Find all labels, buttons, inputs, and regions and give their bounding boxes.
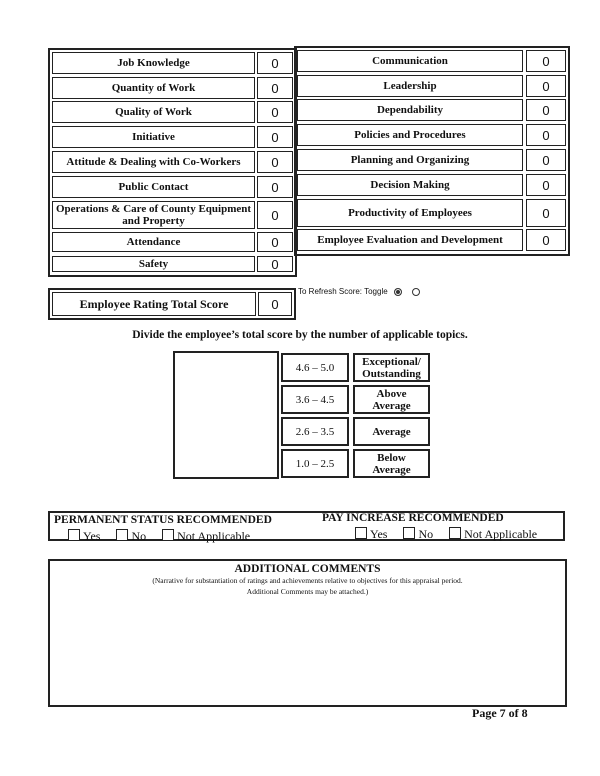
permanent-status-title: PERMANENT STATUS RECOMMENDED: [54, 514, 272, 526]
right-item-score[interactable]: 0: [526, 149, 566, 171]
left-item-label: Attendance: [52, 232, 255, 252]
right-item-label: Policies and Procedures: [297, 124, 523, 146]
permanent-na-checkbox[interactable]: [162, 529, 174, 541]
right-item-label: Dependability: [297, 99, 523, 121]
right-item-score[interactable]: 0: [526, 99, 566, 121]
right-item-label: Communication: [297, 50, 523, 72]
refresh-radio-on[interactable]: [394, 288, 402, 296]
comments-title: ADDITIONAL COMMENTS: [234, 563, 381, 575]
right-item-label: Leadership: [297, 75, 523, 97]
left-item-score[interactable]: 0: [257, 126, 293, 148]
comments-instruction-1: (Narrative for substantiation of ratings and achievements relative to objectives for this appraisal period.: [152, 576, 463, 585]
right-item-score[interactable]: 0: [526, 75, 566, 97]
left-item-label: Initiative: [52, 126, 255, 148]
total-score-value: 0: [258, 292, 292, 316]
pay-na[interactable]: Not Applicable: [449, 527, 537, 542]
right-item-score[interactable]: 0: [526, 229, 566, 251]
left-item-label: Attitude & Dealing with Co-Workers: [52, 151, 255, 173]
right-item-label: Decision Making: [297, 174, 523, 196]
left-item-label: Public Contact: [52, 176, 255, 198]
pay-yes[interactable]: Yes: [355, 527, 387, 542]
scale-rating: Exceptional/ Outstanding: [353, 353, 430, 382]
scale-rating: Above Average: [353, 385, 430, 414]
right-item-score[interactable]: 0: [526, 124, 566, 146]
permanent-no-checkbox[interactable]: [116, 529, 128, 541]
refresh-score-toggle: [298, 287, 424, 297]
right-item-label: Planning and Organizing: [297, 149, 523, 171]
left-item-score[interactable]: 0: [257, 232, 293, 252]
left-item-label: Safety: [52, 256, 255, 272]
pay-na-checkbox[interactable]: [449, 527, 461, 539]
permanent-no[interactable]: No: [116, 529, 146, 544]
scale-range: 2.6 – 3.5: [281, 417, 349, 446]
permanent-yes-checkbox[interactable]: [68, 529, 80, 541]
permanent-yes[interactable]: Yes: [68, 529, 100, 544]
scale-rating: Below Average: [353, 449, 430, 478]
pay-no-checkbox[interactable]: [403, 527, 415, 539]
comments-instruction-2: Additional Comments may be attached.): [246, 587, 369, 596]
right-item-score[interactable]: 0: [526, 199, 566, 227]
scale-range: 4.6 – 5.0: [281, 353, 349, 382]
scale-range: 3.6 – 4.5: [281, 385, 349, 414]
refresh-score-text: To Refresh Score: Toggle: [298, 287, 388, 296]
left-item-label: Operations & Care of County Equipment and Property: [52, 201, 255, 229]
left-item-score[interactable]: 0: [257, 256, 293, 272]
scale-rating: Average: [353, 417, 430, 446]
right-item-score[interactable]: 0: [526, 174, 566, 196]
page-number: Page 7 of 8: [472, 706, 528, 720]
pay-no[interactable]: No: [403, 527, 433, 542]
average-score-box[interactable]: [173, 351, 279, 479]
left-item-label: Quantity of Work: [52, 77, 255, 99]
total-score-label: Employee Rating Total Score: [52, 292, 256, 316]
permanent-na[interactable]: Not Applicable: [162, 529, 250, 544]
left-item-score[interactable]: 0: [257, 201, 293, 229]
instruction-text: Divide the employee’s total score by the number of applicable topics.: [132, 329, 468, 341]
left-item-score[interactable]: 0: [257, 52, 293, 74]
refresh-radio-off[interactable]: [412, 288, 420, 296]
right-item-score[interactable]: 0: [526, 50, 566, 72]
pay-increase-title: PAY INCREASE RECOMMENDED: [322, 512, 504, 524]
left-item-label: Quality of Work: [52, 101, 255, 123]
permanent-status-options: [68, 527, 262, 545]
left-item-label: Job Knowledge: [52, 52, 255, 74]
left-item-score[interactable]: 0: [257, 101, 293, 123]
scale-range: 1.0 – 2.5: [281, 449, 349, 478]
pay-yes-checkbox[interactable]: [355, 527, 367, 539]
left-item-score[interactable]: 0: [257, 77, 293, 99]
right-item-label: Employee Evaluation and Development: [297, 229, 523, 251]
left-item-score[interactable]: 0: [257, 151, 293, 173]
left-item-score[interactable]: 0: [257, 176, 293, 198]
right-item-label: Productivity of Employees: [297, 199, 523, 227]
pay-increase-options: [355, 525, 549, 543]
